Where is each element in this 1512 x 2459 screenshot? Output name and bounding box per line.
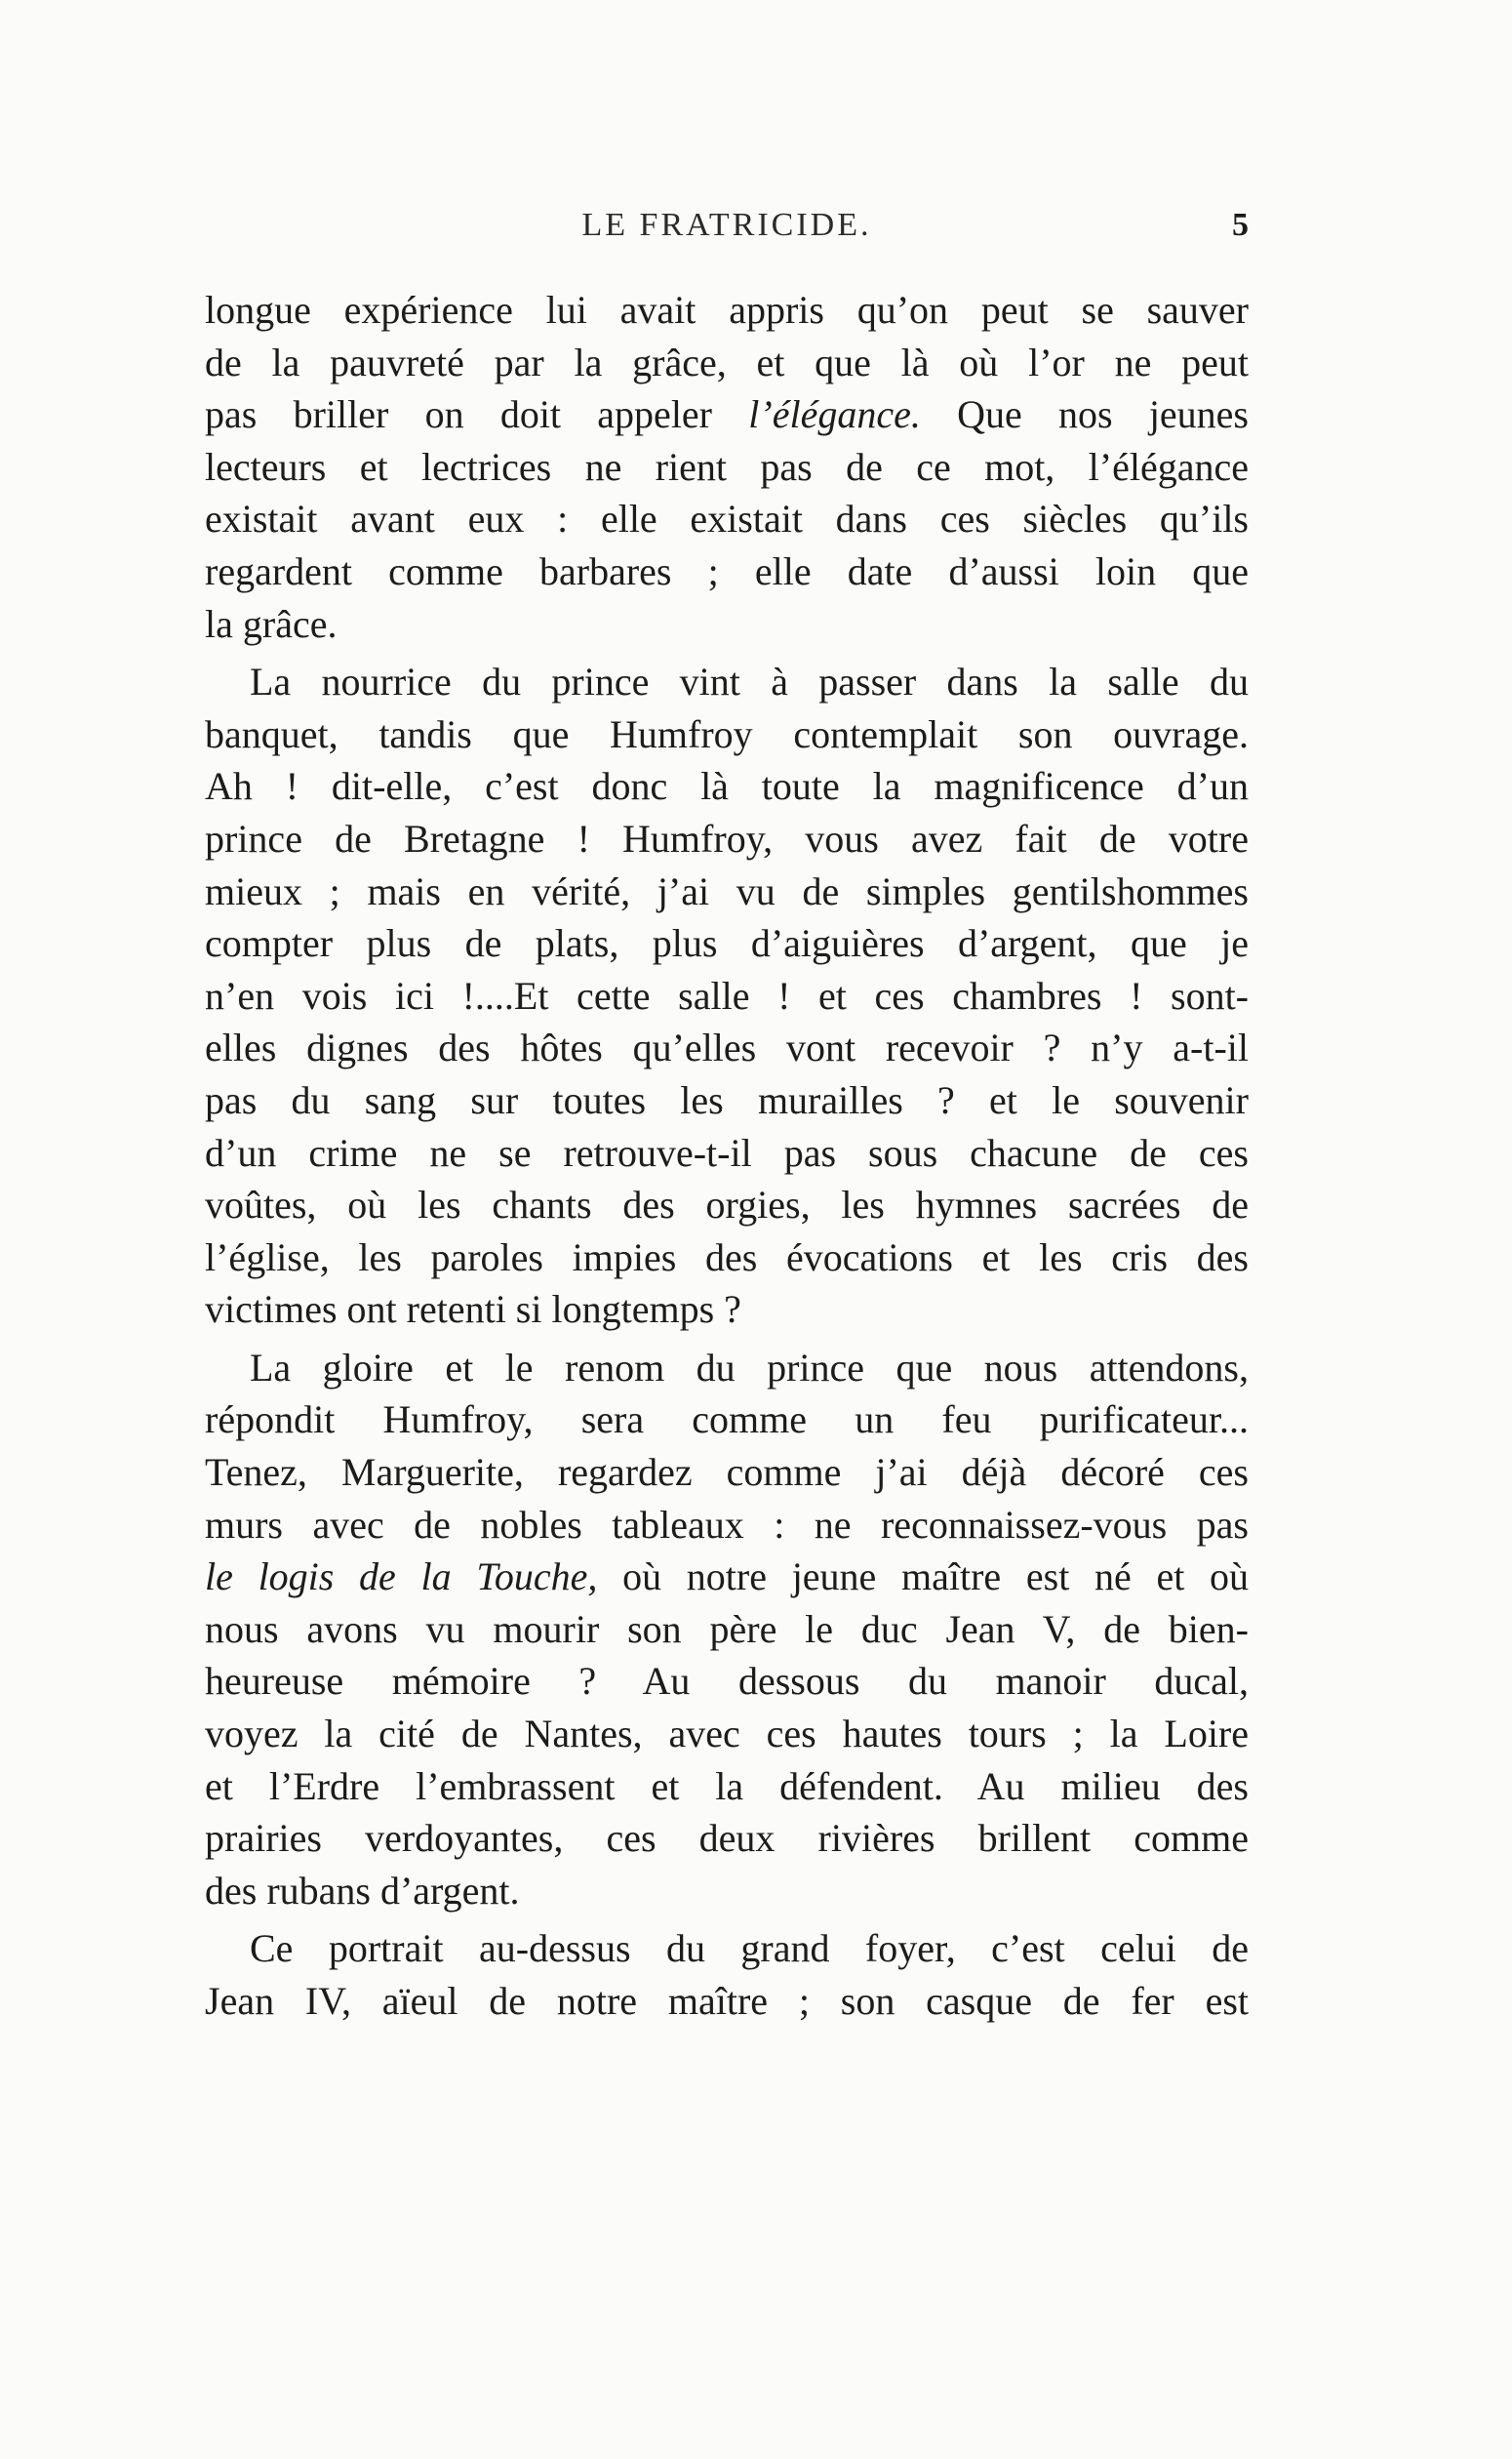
body-text (205, 284, 1249, 2028)
text-line: heureuse mémoire ? Au dessous du manoir ducal, (205, 1659, 1249, 1704)
text-line: lecteurs et lectrices ne rient pas de ce mot, l’élégance (205, 444, 1249, 489)
text-line: n’en vois ici !....Et cette salle ! et ces chambres ! sont- (205, 973, 1249, 1018)
text-line: longue expérience lui avait appris qu’on peut se sauver (205, 288, 1249, 332)
text-line: La nourrice du prince vint à passer dans la salle du (250, 660, 1249, 705)
text-line (205, 1551, 1249, 1603)
text-line: elles dignes des hôtes qu’elles vont recevoir ? n’y a-t-il (205, 1026, 1249, 1070)
text-line: Ce portrait au-dessus du grand foyer, c’est celui de (250, 1926, 1249, 1971)
running-title: LE FRATRICIDE. (581, 207, 872, 243)
text-line: la grâce. (205, 601, 338, 646)
paragraph-2 (205, 656, 1249, 1336)
text-line: voyez la cité de Nantes, avec ces hautes tours ; la Loire (205, 1712, 1249, 1756)
paragraph-1 (205, 284, 1249, 650)
text-line: d’un crime ne se retrouve-t-il pas sous chacune de ces (205, 1130, 1249, 1175)
text-segment: pas briller on doit appeler (205, 392, 712, 437)
paragraph-4 (205, 1922, 1249, 2027)
paragraph-3 (205, 1342, 1249, 1917)
text-line: prince de Bretagne ! Humfroy, vous avez fait de votre (205, 816, 1249, 861)
text-line: nous avons vu mourir son père le duc Jean V, de bien- (205, 1606, 1249, 1651)
italic-term: le logis de la Touche, (205, 1554, 598, 1599)
text-line: Jean IV, aïeul de notre maître ; son casque de fer est (205, 1979, 1249, 2023)
page-number: 5 (1232, 207, 1249, 243)
text-line: des rubans d’argent. (205, 1868, 520, 1913)
text-line: banquet, tandis que Humfroy contemplait son ouvrage. (205, 711, 1249, 756)
text-line: existait avant eux : elle existait dans ces siècles qu’ils (205, 497, 1249, 542)
text-line: murs avec de nobles tableaux : ne reconnaissez-vous pas (205, 1502, 1249, 1547)
text-line: La gloire et le renom du prince que nous attendons, (250, 1345, 1249, 1390)
running-head (205, 207, 1249, 260)
text-line: regardent comme barbares ; elle date d’aussi loin que (205, 548, 1249, 593)
text-line: voûtes, où les chants des orgies, les hymnes sacrées de (205, 1183, 1249, 1228)
text-line: Ah ! dit-elle, c’est donc là toute la magnificence d’un (205, 764, 1249, 809)
text-segment: où notre jeune maître est né et où (622, 1554, 1249, 1599)
text-line: victimes ont retenti si longtemps ? (205, 1287, 741, 1332)
text-segment: Que nos jeunes (957, 392, 1249, 437)
italic-term: l’élégance. (748, 392, 921, 437)
text-line: pas du sang sur toutes les murailles ? et le souvenir (205, 1077, 1249, 1122)
text-line: et l’Erdre l’embrassent et la défendent. Au milieu des (205, 1763, 1249, 1808)
text-line (205, 388, 1249, 441)
text-line: prairies verdoyantes, ces deux rivières brillent comme (205, 1816, 1249, 1861)
text-line: répondit Humfroy, sera comme un feu purificateur... (205, 1397, 1249, 1442)
text-line: Tenez, Marguerite, regardez comme j’ai déjà décoré ces (205, 1450, 1249, 1495)
text-line: mieux ; mais en vérité, j’ai vu de simples gentilshommes (205, 868, 1249, 913)
text-line: compter plus de plats, plus d’aiguières d’argent, que je (205, 921, 1249, 966)
text-line: de la pauvreté par la grâce, et que là où l’or ne peut (205, 340, 1249, 384)
text-line: l’église, les paroles impies des évocations et les cris des (205, 1234, 1249, 1279)
